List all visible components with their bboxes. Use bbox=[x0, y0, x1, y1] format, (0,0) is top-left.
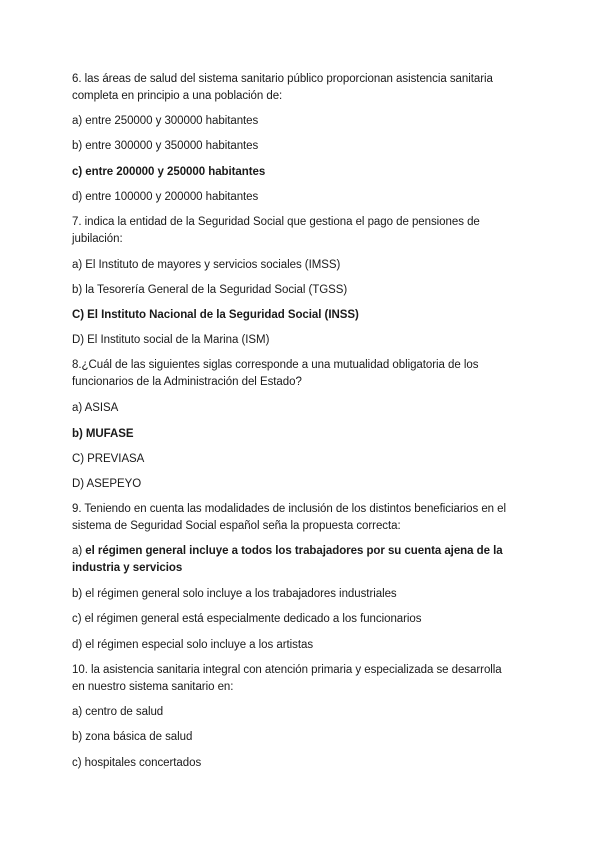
question-9-option-b: b) el régimen general solo incluye a los trabajadores industriales bbox=[72, 588, 397, 600]
question-10-text: 10. la asistencia sanitaria integral con atención primaria y especializada se desarrolla bbox=[72, 664, 502, 676]
question-8-option-a: a) ASISA bbox=[72, 402, 119, 414]
option-a-bold-text: el régimen general incluye a todos los trabajadores por su cuenta ajena de la bbox=[85, 545, 503, 557]
question-10-option-b: b) zona básica de salud bbox=[72, 731, 193, 743]
question-7-option-c-correct: C) El Instituto Nacional de la Seguridad Social (INSS) bbox=[72, 309, 359, 321]
question-7-option-a: a) El Instituto de mayores y servicios sociales (IMSS) bbox=[72, 259, 341, 271]
option-a-prefix: a) bbox=[72, 545, 86, 557]
question-8-option-b-correct: b) MUFASE bbox=[72, 428, 134, 440]
question-10-continuation: en nuestro sistema sanitario en: bbox=[72, 681, 234, 693]
question-7-continuation: jubilación: bbox=[72, 233, 123, 245]
question-9-continuation: sistema de Seguridad Social español seña la propuesta correcta: bbox=[72, 520, 401, 532]
question-7-option-d: D) El Instituto social de la Marina (ISM) bbox=[72, 334, 270, 346]
question-9-option-a-correct bbox=[72, 543, 503, 560]
question-10-option-a: a) centro de salud bbox=[72, 706, 164, 718]
question-8-option-d: D) ASEPEYO bbox=[72, 478, 142, 490]
question-8-text: 8.¿Cuál de las siguientes siglas corresponde a una mutualidad obligatoria de los bbox=[72, 359, 479, 371]
question-7-option-b: b) la Tesorería General de la Seguridad Social (TGSS) bbox=[72, 284, 348, 296]
question-9-option-c: c) el régimen general está especialmente dedicado a los funcionarios bbox=[72, 613, 422, 625]
question-8-continuation: funcionarios de la Administración del Estado? bbox=[72, 376, 302, 388]
question-10-option-c: c) hospitales concertados bbox=[72, 757, 202, 769]
question-6-continuation: completa en principio a una población de: bbox=[72, 90, 283, 102]
question-6-option-d: d) entre 100000 y 200000 habitantes bbox=[72, 191, 259, 203]
question-6-text: 6. las áreas de salud del sistema sanitario público proporcionan asistencia sanitaria bbox=[72, 73, 493, 85]
question-9-option-d: d) el régimen especial solo incluye a los artistas bbox=[72, 639, 314, 651]
question-6-option-a: a) entre 250000 y 300000 habitantes bbox=[72, 115, 259, 127]
question-8-option-c: C) PREVIASA bbox=[72, 453, 145, 465]
question-9-text: 9. Teniendo en cuenta las modalidades de inclusión de los distintos beneficiarios en el bbox=[72, 503, 507, 515]
question-7-text: 7. indica la entidad de la Seguridad Social que gestiona el pago de pensiones de bbox=[72, 216, 480, 228]
question-6-option-c-correct: c) entre 200000 y 250000 habitantes bbox=[72, 166, 266, 178]
question-6-option-b: b) entre 300000 y 350000 habitantes bbox=[72, 140, 259, 152]
question-9-option-a-continuation: industria y servicios bbox=[72, 562, 183, 574]
